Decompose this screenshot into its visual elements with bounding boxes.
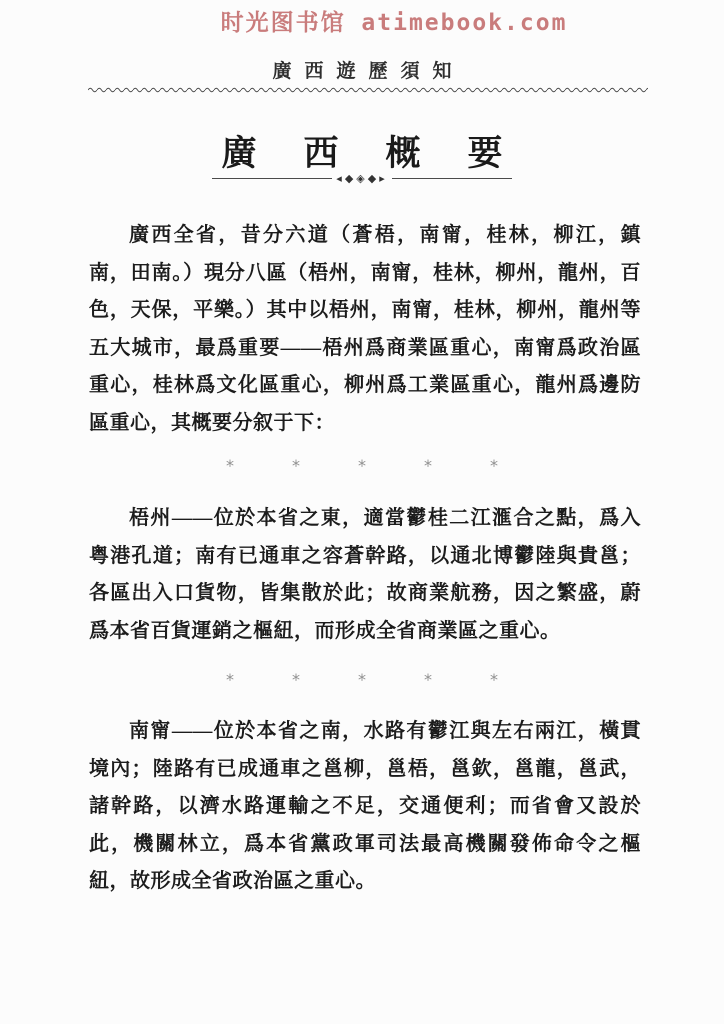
section-divider: ***** — [226, 670, 556, 689]
ornament-line-right — [392, 178, 512, 179]
paragraph-wuzhou: 梧州——位於本省之東，適當鬱桂二江滙合之點，爲入粤港孔道；南有已通車之容蒼幹路，以通北博鬱陸與貴邕；各區出入口貨物，皆集散於此；故商業航務，因之繁盛，蔚爲本省百貨運銷之樞紐，而形成全省商業區之重心。 — [89, 507, 641, 642]
ornament-center-glyphs: ◂◆◈◆▸ — [336, 172, 388, 185]
ornament-line-left — [212, 178, 332, 179]
section-divider: ***** — [226, 456, 556, 475]
wavy-rule — [88, 85, 648, 95]
title-ornament — [212, 172, 512, 185]
library-watermark: 时光图书馆 atimebook.com — [220, 10, 568, 36]
running-header: 廣西遊歷須知 — [272, 61, 465, 82]
paragraph-overview: 廣西全省，昔分六道（蒼梧，南甯，桂林，柳江，鎮南，田南。）現分八區（梧州，南甯，桂林，柳州，龍州，百色，天保，平樂。）其中以梧州，南甯，桂林，柳州，龍州等五大城市，最爲重要——梧州爲商業區重心，南甯爲政治區重心，桂林爲文化區重心，柳州爲工業區重心，龍州爲邊防區重心，其概要分叙于下： — [89, 224, 641, 434]
paragraph-nanning: 南甯——位於本省之南，水路有鬱江與左右兩江，橫貫境內；陸路有已成通車之邕柳，邕梧，邕欽，邕龍，邕武，諸幹路，以濟水路運輸之不足，交通便利；而省會又設於此，機關林立，爲本省黨政軍司法最高機關發佈命令之樞紐，故形成全省政治區之重心。 — [89, 720, 641, 893]
page-title: 廣西概要 — [221, 134, 550, 173]
